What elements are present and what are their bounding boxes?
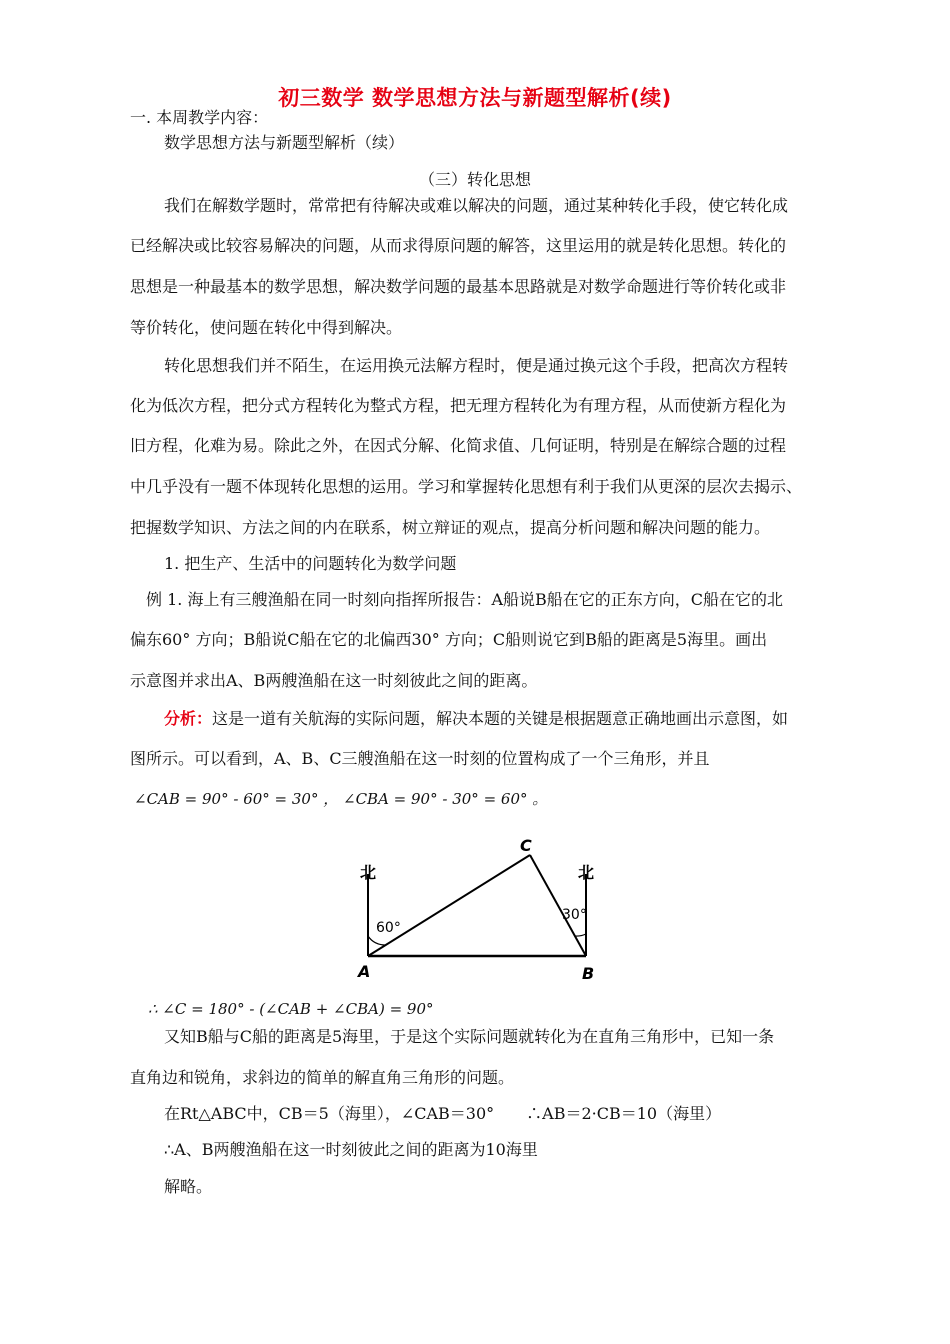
paragraph-1-line-4: 等价转化，使问题在转化中得到解决。 [130,318,403,337]
analysis-label: 分析： [164,709,213,728]
paragraph-2-line-4: 中几乎没有一题不体现转化思想的运用。学习和掌握转化思想有利于我们从更深的层次去揭示、 [130,477,803,496]
angle-arc-b [575,934,586,936]
paragraph-3-line-2: 直角边和锐角，求斜边的简单的解直角三角形的问题。 [130,1068,515,1087]
section-subtitle: 数学思想方法与新题型解析（续） [164,133,405,152]
topic-heading: （三）转化思想 [418,170,531,189]
north-label-a: 北 [359,863,377,882]
paragraph-2-line-1: 转化思想我们并不陌生，在运用换元法解方程时，便是通过换元这个手段，把高次方程转 [164,356,789,375]
conclusion-line: ∴A、B两艘渔船在这一时刻彼此之间的距离为10海里 [164,1140,538,1159]
analysis-line-2: 图所示。可以看到，A、B、C三艘渔船在这一时刻的位置构成了一个三角形，并且 [130,749,710,768]
end-line: 解略。 [164,1177,213,1196]
paragraph-2-line-5: 把握数学知识、方法之间的内在联系，树立辩证的观点，提高分析问题和解决问题的能力。 [130,518,771,537]
therefore-angle-c: ∴ ∠C = 180° - (∠CAB + ∠CBA) = 90° [148,1000,434,1018]
vertex-label-a: A [358,962,371,981]
angle-label-b: 30° [562,907,587,923]
paragraph-2-line-3: 旧方程，化难为易。除此之外，在因式分解、化简求值、几何证明，特别是在解综合题的过程 [130,436,787,455]
example-line-1: 例 1. 海上有三艘渔船在同一时刻向指挥所报告：A船说B船在它的正东方向，C船在它的北 [146,590,783,609]
analysis-text: 这是一道有关航海的实际问题，解决本题的关键是根据题意正确地画出示意图，如 [212,709,789,728]
section-heading: 一. 本周教学内容： [130,108,269,127]
vertex-label-b: B [582,964,595,983]
angle-label-a: 60° [376,920,401,936]
paragraph-2-line-2: 化为低次方程，把分式方程转化为整式方程，把无理方程转化为有理方程，从而使新方程化为 [130,396,787,415]
paragraph-1-line-2: 已经解决或比较容易解决的问题，从而求得原问题的解答，这里运用的就是转化思想。转化的 [130,236,787,255]
angle-equations: ∠CAB = 90° - 60° = 30° ， ∠CBA = 90° - 30° = 60° 。 [134,790,548,808]
side-ac [368,855,530,956]
vertex-label-c: C [520,836,532,855]
solution-line: 在Rt△ABC中，CB＝5（海里），∠CAB＝30° ∴AB＝2·CB＝10（海里） [164,1104,722,1123]
example-line-2: 偏东60° 方向；B船说C船在它的北偏西30° 方向；C船则说它到B船的距离是5海里。画出 [130,630,768,649]
document-title: 初三数学 数学思想方法与新题型解析(续) [278,86,672,110]
ship-position-diagram [340,832,620,990]
paragraph-1-line-1: 我们在解数学题时，常常把有待解决或难以解决的问题，通过某种转化手段，使它转化成 [164,196,789,215]
example-line-3: 示意图并求出A、B两艘渔船在这一时刻彼此之间的距离。 [130,671,538,690]
item-1-heading: 1. 把生产、生活中的问题转化为数学问题 [164,554,457,573]
analysis-line-1 [164,709,788,729]
angle-arc-a [368,936,385,945]
paragraph-3-line-1: 又知B船与C船的距离是5海里，于是这个实际问题就转化为在直角三角形中，已知一条 [164,1027,775,1046]
north-label-b: 北 [577,863,595,882]
paragraph-1-line-3: 思想是一种最基本的数学思想，解决数学问题的最基本思路就是对数学命题进行等价转化或非 [130,277,787,296]
